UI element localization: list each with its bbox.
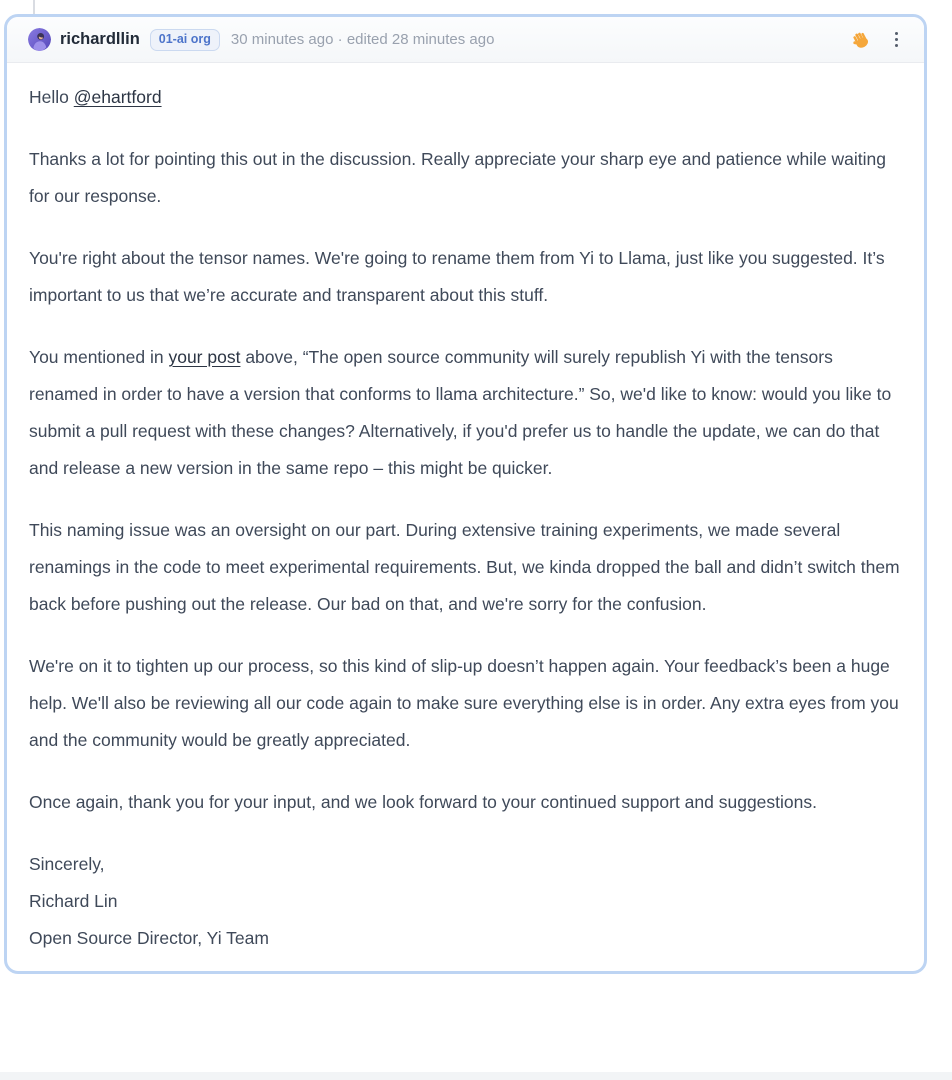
comment-body <box>7 63 924 971</box>
kebab-menu-button[interactable] <box>889 29 904 50</box>
signature-title: Open Source Director, Yi Team <box>29 928 269 948</box>
page-bottom-strip <box>0 1072 952 1080</box>
paragraph-greeting <box>29 79 900 116</box>
waving-hand-emoji-reaction[interactable] <box>851 30 871 50</box>
kebab-dot <box>895 32 898 35</box>
greeting-text: Hello <box>29 87 74 107</box>
org-badge[interactable]: 01-ai org <box>150 29 220 51</box>
paragraph-process: We're on it to tighten up our process, so this kind of slip-up doesn’t happen again. Your feedback’s been a huge help. We'll also be reviewing all our code again to make sure everything else is in order. Any extra eyes from you and the community would be greatly appreciated. <box>29 656 899 750</box>
edited-time: edited 28 minutes ago <box>346 31 495 48</box>
kebab-dot <box>895 44 898 47</box>
your-post-suffix: above, “The open source community will surely republish Yi with the tensors renamed in order to have a version that conforms to llama architecture.” So, we'd like to know: would you like to submit a pull request with these changes? Alternatively, if you'd prefer us to handle the update, we can do that and release a new version in the same repo – this might be quicker. <box>29 347 892 478</box>
signature-closing: Sincerely, <box>29 854 105 874</box>
mention-link-ehartford[interactable]: @ehartford <box>73 87 162 107</box>
posted-time: 30 minutes ago <box>230 31 334 48</box>
comment-card <box>4 14 927 974</box>
paragraph-naming-issue: This naming issue was an oversight on our part. During extensive training experiments, we made several renamings in the code to meet experimental requirements. But, we kinda dropped the ball and didn’t switch them back before pushing out the release. Our bad on that, and we're sorry for the confusion. <box>29 520 900 614</box>
avatar-illustration <box>28 28 51 51</box>
paragraph-thanks: Thanks a lot for pointing this out in the discussion. Really appreciate your sharp eye and patience while waiting for our response. <box>29 149 887 206</box>
kebab-dot <box>895 38 898 41</box>
your-post-prefix: You mentioned in <box>29 347 169 367</box>
timestamp <box>231 31 495 48</box>
thread-connector-line <box>33 0 35 15</box>
waving-hand-icon <box>851 30 871 50</box>
signature-name: Richard Lin <box>29 891 118 911</box>
author-username-link[interactable]: richardllin <box>60 30 140 48</box>
user-avatar[interactable] <box>28 28 51 51</box>
timestamp-separator: · <box>337 31 343 48</box>
paragraph-tensor-names: You're right about the tensor names. We're going to rename them from Yi to Llama, just like you suggested. It’s important to us that we’re accurate and transparent about this stuff. <box>29 248 885 305</box>
signature-block <box>29 846 900 957</box>
comment-header <box>7 17 924 63</box>
paragraph-once-again: Once again, thank you for your input, and we look forward to your continued support and suggestions. <box>29 792 817 812</box>
your-post-link[interactable]: your post <box>168 347 241 367</box>
paragraph-your-post <box>29 339 900 487</box>
